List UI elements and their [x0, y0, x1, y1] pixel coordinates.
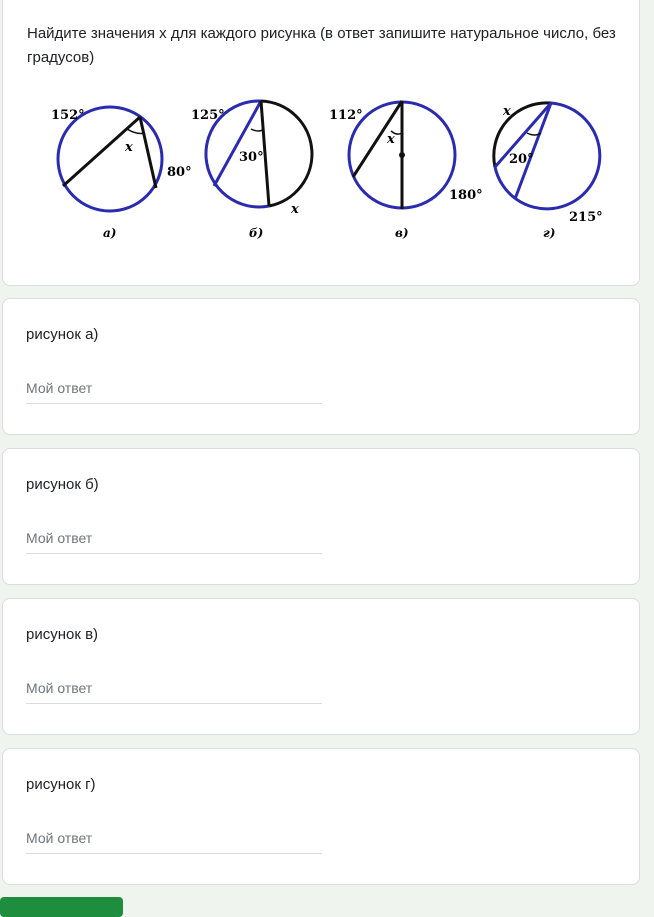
figure-d: [494, 103, 603, 240]
answer-input[interactable]: [26, 827, 322, 849]
answer-field-d[interactable]: [26, 827, 322, 854]
fig-d-arc2: 215°: [569, 210, 603, 225]
fig-c-arc1: 112°: [329, 108, 363, 123]
answer-input[interactable]: [26, 377, 322, 399]
answer-field-b[interactable]: [26, 527, 322, 554]
answer-input[interactable]: [26, 677, 322, 699]
fig-b-arc1: 125°: [191, 108, 225, 123]
fig-d-arc1: x: [503, 104, 511, 119]
fig-c-caption: в): [395, 226, 409, 240]
submit-button[interactable]: [0, 897, 123, 917]
answer-card-d: [2, 748, 640, 885]
fig-b-arc2: x: [291, 202, 299, 217]
answer-card-a: [2, 298, 640, 435]
question-card: [2, 0, 640, 286]
question-label: рисунок в): [26, 626, 99, 643]
circle-figures-image: [29, 89, 619, 249]
question-label: рисунок г): [26, 776, 96, 793]
figure-a: [51, 107, 192, 240]
question-text: Найдите значения х для каждого рисунка (в ответ запишите натуральное число, без градусов): [27, 25, 616, 66]
answer-input[interactable]: [26, 527, 322, 549]
fig-c-arc2: 180°: [449, 188, 483, 203]
fig-d-caption: г): [543, 226, 556, 240]
fig-a-caption: а): [103, 226, 117, 240]
figure-c: [329, 101, 483, 240]
fig-a-arc2: 80°: [167, 165, 192, 180]
fig-d-angle: 20°: [509, 152, 534, 167]
question-label: рисунок б): [26, 476, 99, 493]
fig-c-angle: x: [387, 132, 395, 147]
fig-a-arc1: 152°: [51, 108, 85, 123]
fig-b-caption: б): [249, 226, 264, 240]
answer-field-c[interactable]: [26, 677, 322, 704]
answer-field-a[interactable]: [26, 377, 322, 404]
fig-a-angle: x: [125, 140, 133, 155]
figure-b: [191, 101, 312, 240]
question-label: рисунок а): [26, 326, 99, 343]
answer-card-b: [2, 448, 640, 585]
fig-b-angle: 30°: [239, 150, 264, 165]
answer-card-c: [2, 598, 640, 735]
